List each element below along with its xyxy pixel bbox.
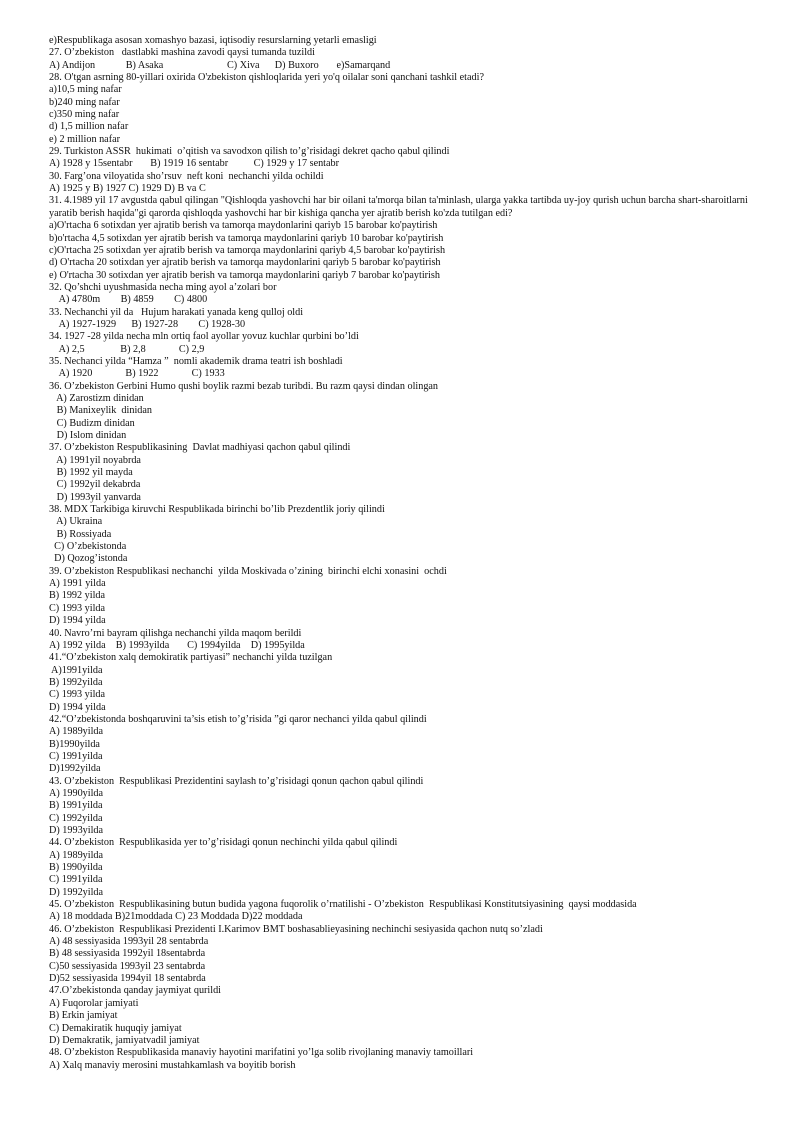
text-line: A) 1991 yilda [49, 578, 106, 590]
text-line: D) 1993yil yanvarda [49, 491, 141, 503]
text-line: A) 1925 y B) 1927 C) 1929 D) B va C [49, 183, 206, 195]
text-line: D)1992yilda [49, 763, 101, 775]
text-line: 45. O’zbekiston Respublikasining butun budida yagona fuqorolik o’rnatilishi - O’zbekiston Respublikasi Konstitutsiyasining qaysi moddasida [49, 899, 637, 911]
text-line: A) 2,5 B) 2,8 C) 2,9 [49, 343, 205, 355]
text-line: 32. Qo’shchi uyushmasida necha ming ayol a’zolari bor [49, 281, 277, 293]
text-line: 44. O’zbekiston Respublikasida yer to’g’risidagi qonun nechinchi yilda qabul qilindi [49, 837, 398, 849]
text-line: 42.“O’zbekistonda boshqaruvini ta’sis etish to’g’risida ”gi qaror nechanci yilda qabul qilindi [49, 713, 427, 725]
text-line: 47.O’zbekistonda qanday jaymiyat qurildi [49, 985, 222, 997]
text-line: C) Demakiratik huquqiy jamiyat [49, 1022, 182, 1034]
text-line: A) Andijon B) Asaka C) Xiva D) Buxoro e)Samarqand [49, 59, 391, 71]
text-line: A) 1927-1929 B) 1927-28 C) 1928-30 [49, 318, 246, 330]
text-line: B) Rossiyada [49, 528, 112, 540]
text-line: 35. Nechanci yilda “Hamza ” nomli akademik drama teatri ish boshladi [49, 355, 343, 367]
text-line: B) 1991yilda [49, 800, 103, 812]
text-line: C)50 sessiyasida 1993yil 23 sentabrda [49, 960, 206, 972]
text-line: 48. O’zbekiston Respublikasida manaviy hayotini marifatini yo’lga solib rivojlaning manaviy tamoillari [49, 1047, 474, 1059]
text-line: B) 1992yilda [49, 676, 103, 688]
text-line: 38. MDX Tarkibiga kiruvchi Respublikada birinchi bo’lib Prezdentlik joriy qilindi [49, 504, 385, 516]
text-line: D) 1994 yilda [49, 701, 106, 713]
text-line: d) O'rtacha 20 sotixdan yer ajratib berish va tamorqa maydonlarini qariyb 5 barobar ko'paytirish [49, 257, 441, 269]
text-line: 27. O’zbekiston dastlabki mashina zavodi qaysi tumanda tuzildi [49, 47, 315, 59]
text-line: D)52 sessiyasida 1994yil 18 sentabrda [49, 973, 206, 985]
text-line: A) 48 sessiyasida 1993yil 28 sentabrda [49, 936, 209, 948]
text-line: a)O'rtacha 6 sotixdan yer ajratib berish va tamorqa maydonlarini qariyb 15 barobar ko'paytirish [49, 220, 438, 232]
document-page [49, 35, 761, 1072]
text-line: e) O'rtacha 30 sotixdan yer ajratib berish va tamorqa maydonlarini qariyb 7 barobar ko'paytirish [49, 269, 440, 281]
text-line: C) 1991yilda [49, 750, 103, 762]
text-line: A) 1992 yilda B) 1993yilda C) 1994yilda D) 1995yilda [49, 639, 305, 651]
text-line: 36. O’zbekiston Gerbini Humo qushi boylik razmi bezab turibdi. Bu razm qaysi dindan olingan [49, 380, 439, 392]
text-line: D) Demakratik, jamiyatvadil jamiyat [49, 1034, 200, 1046]
text-line: C) 1992yil dekabrda [49, 479, 141, 491]
text-line: 31. 4.1989 yil 17 avgustda qabul qilingan "Qishloqda yashovchi har bir oilani ta'morqa bilan ta'minlash, ularga yakka tartibda uy-joy qurish uchun barcha shart-sharoitlarni yaratib berish haqida"gi qarorda qishloqda yashovchi har bir kishiga qancha yer ajratib berish ko'zda tutilgan edi? [49, 195, 748, 219]
text-line: d) 1,5 million nafar [49, 121, 129, 133]
text-line: D) Islom dinidan [49, 430, 127, 441]
text-line: D) 1993yilda [49, 825, 104, 836]
text-line: A) 1990yilda [49, 787, 104, 799]
text-line: b)240 ming nafar [49, 96, 120, 108]
text-line: C) 1992yilda [49, 812, 103, 824]
text-line: 46. O’zbekiston Respublikasi Prezidenti I.Karimov BMT boshasablieyasining nechinchi sesiyasida qachon nutq so’zladi [49, 923, 543, 935]
text-line: A) Xalq manaviy merosini mustahkamlash va boyitib borish [49, 1059, 296, 1071]
text-line: D) 1994 yilda [49, 615, 106, 627]
text-line: 29. Turkiston ASSR hukimati o’qitish va savodxon qilish to’g’risidagi dekret qacho qabul qilindi [49, 146, 450, 158]
text-line: B)1990yilda [49, 738, 100, 750]
text-line: A) Zarostizm dinidan [49, 392, 144, 404]
text-line: 37. O’zbekiston Respublikasining Davlat madhiyasi qachon qabul qilindi [49, 442, 351, 454]
text-line: b)o'rtacha 4,5 sotixdan yer ajratib berish va tamorqa maydonlarini qariyb 10 barobar ko'paytirish [49, 232, 444, 244]
text-line: c)O'rtacha 25 sotixdan yer ajratib berish va tamorqa maydonlarini qariyb 4,5 barobar ko'paytirish [49, 244, 446, 256]
text-line: A) 1989yilda [49, 849, 104, 861]
text-line: A) 1920 B) 1922 C) 1933 [49, 368, 225, 380]
text-line: A) Ukraina [49, 516, 103, 528]
text-line: 28. O'tgan asrning 80-yillari oxirida O'zbekiston qishloqlarida yeri yo'q oilalar soni qanchani tashkil etadi? [49, 72, 484, 84]
text-line: A)1991yilda [49, 664, 103, 676]
text-line: D) 1992yilda [49, 886, 104, 898]
text-line: C) 1991yilda [49, 874, 103, 886]
text-line: 30. Farg’ona viloyatida sho’rsuv neft koni nechanchi yilda ochildi [49, 170, 324, 182]
text-line: 40. Navro’rni bayram qilishga nechanchi yilda maqom berildi [49, 627, 302, 639]
text-line: A) 18 moddada B)21moddada C) 23 Moddada D)22 moddada [49, 911, 303, 923]
text-line: C) 1993 yilda [49, 689, 106, 701]
text-line: B) 1990yilda [49, 862, 103, 874]
text-line: A) 1928 y 15sentabr B) 1919 16 sentabr C) 1929 y 17 sentabr [49, 158, 340, 170]
text-line: B) Erkin jamiyat [49, 1010, 118, 1022]
text-line: A) 1989yilda [49, 726, 104, 738]
text-line: e)Respublikaga asosan xomashyo bazasi, iqtisodiy resurslarning yetarli emasligi [49, 35, 377, 46]
text-line: A) 4780m B) 4859 C) 4800 [49, 294, 208, 306]
text-line: A) Fuqorolar jamiyati [49, 997, 139, 1009]
text-line: C) 1993 yilda [49, 602, 106, 614]
text-line: B) 1992 yil mayda [49, 467, 133, 479]
text-line: 43. O’zbekiston Respublikasi Prezidentini saylash to’g’risidagi qonun qachon qabul qilindi [49, 775, 424, 787]
text-line: 39. O’zbekiston Respublikasi nechanchi yilda Moskivada o’zining birinchi elchi xonasini ochdi [49, 565, 447, 577]
text-line: A) 1991yil noyabrda [49, 454, 141, 466]
text-line: C) Budizm dinidan [49, 417, 135, 429]
text-line: a)10,5 ming nafar [49, 84, 122, 96]
text-line: D) Qozog’istonda [49, 553, 128, 565]
text-line: B) Manixeylik dinidan [49, 405, 152, 417]
text-line: c)350 ming nafar [49, 109, 120, 121]
text-line: 41.“O’zbekiston xalq demokiratik partiyasi” nechanchi yilda tuzilgan [49, 652, 333, 664]
text-line: 33. Nechanchi yil da Hujum harakati yanada keng qulloj oldi [49, 306, 304, 318]
text-line: B) 48 sessiyasida 1992yil 18sentabrda [49, 948, 206, 960]
text-line: 34. 1927 -28 yilda necha mln ortiq faol ayollar yovuz kuchlar qurbini bo’ldi [49, 331, 359, 343]
text-line: C) O’zbekistonda [49, 541, 127, 553]
text-line: e) 2 million nafar [49, 133, 121, 145]
text-line: B) 1992 yilda [49, 590, 106, 602]
